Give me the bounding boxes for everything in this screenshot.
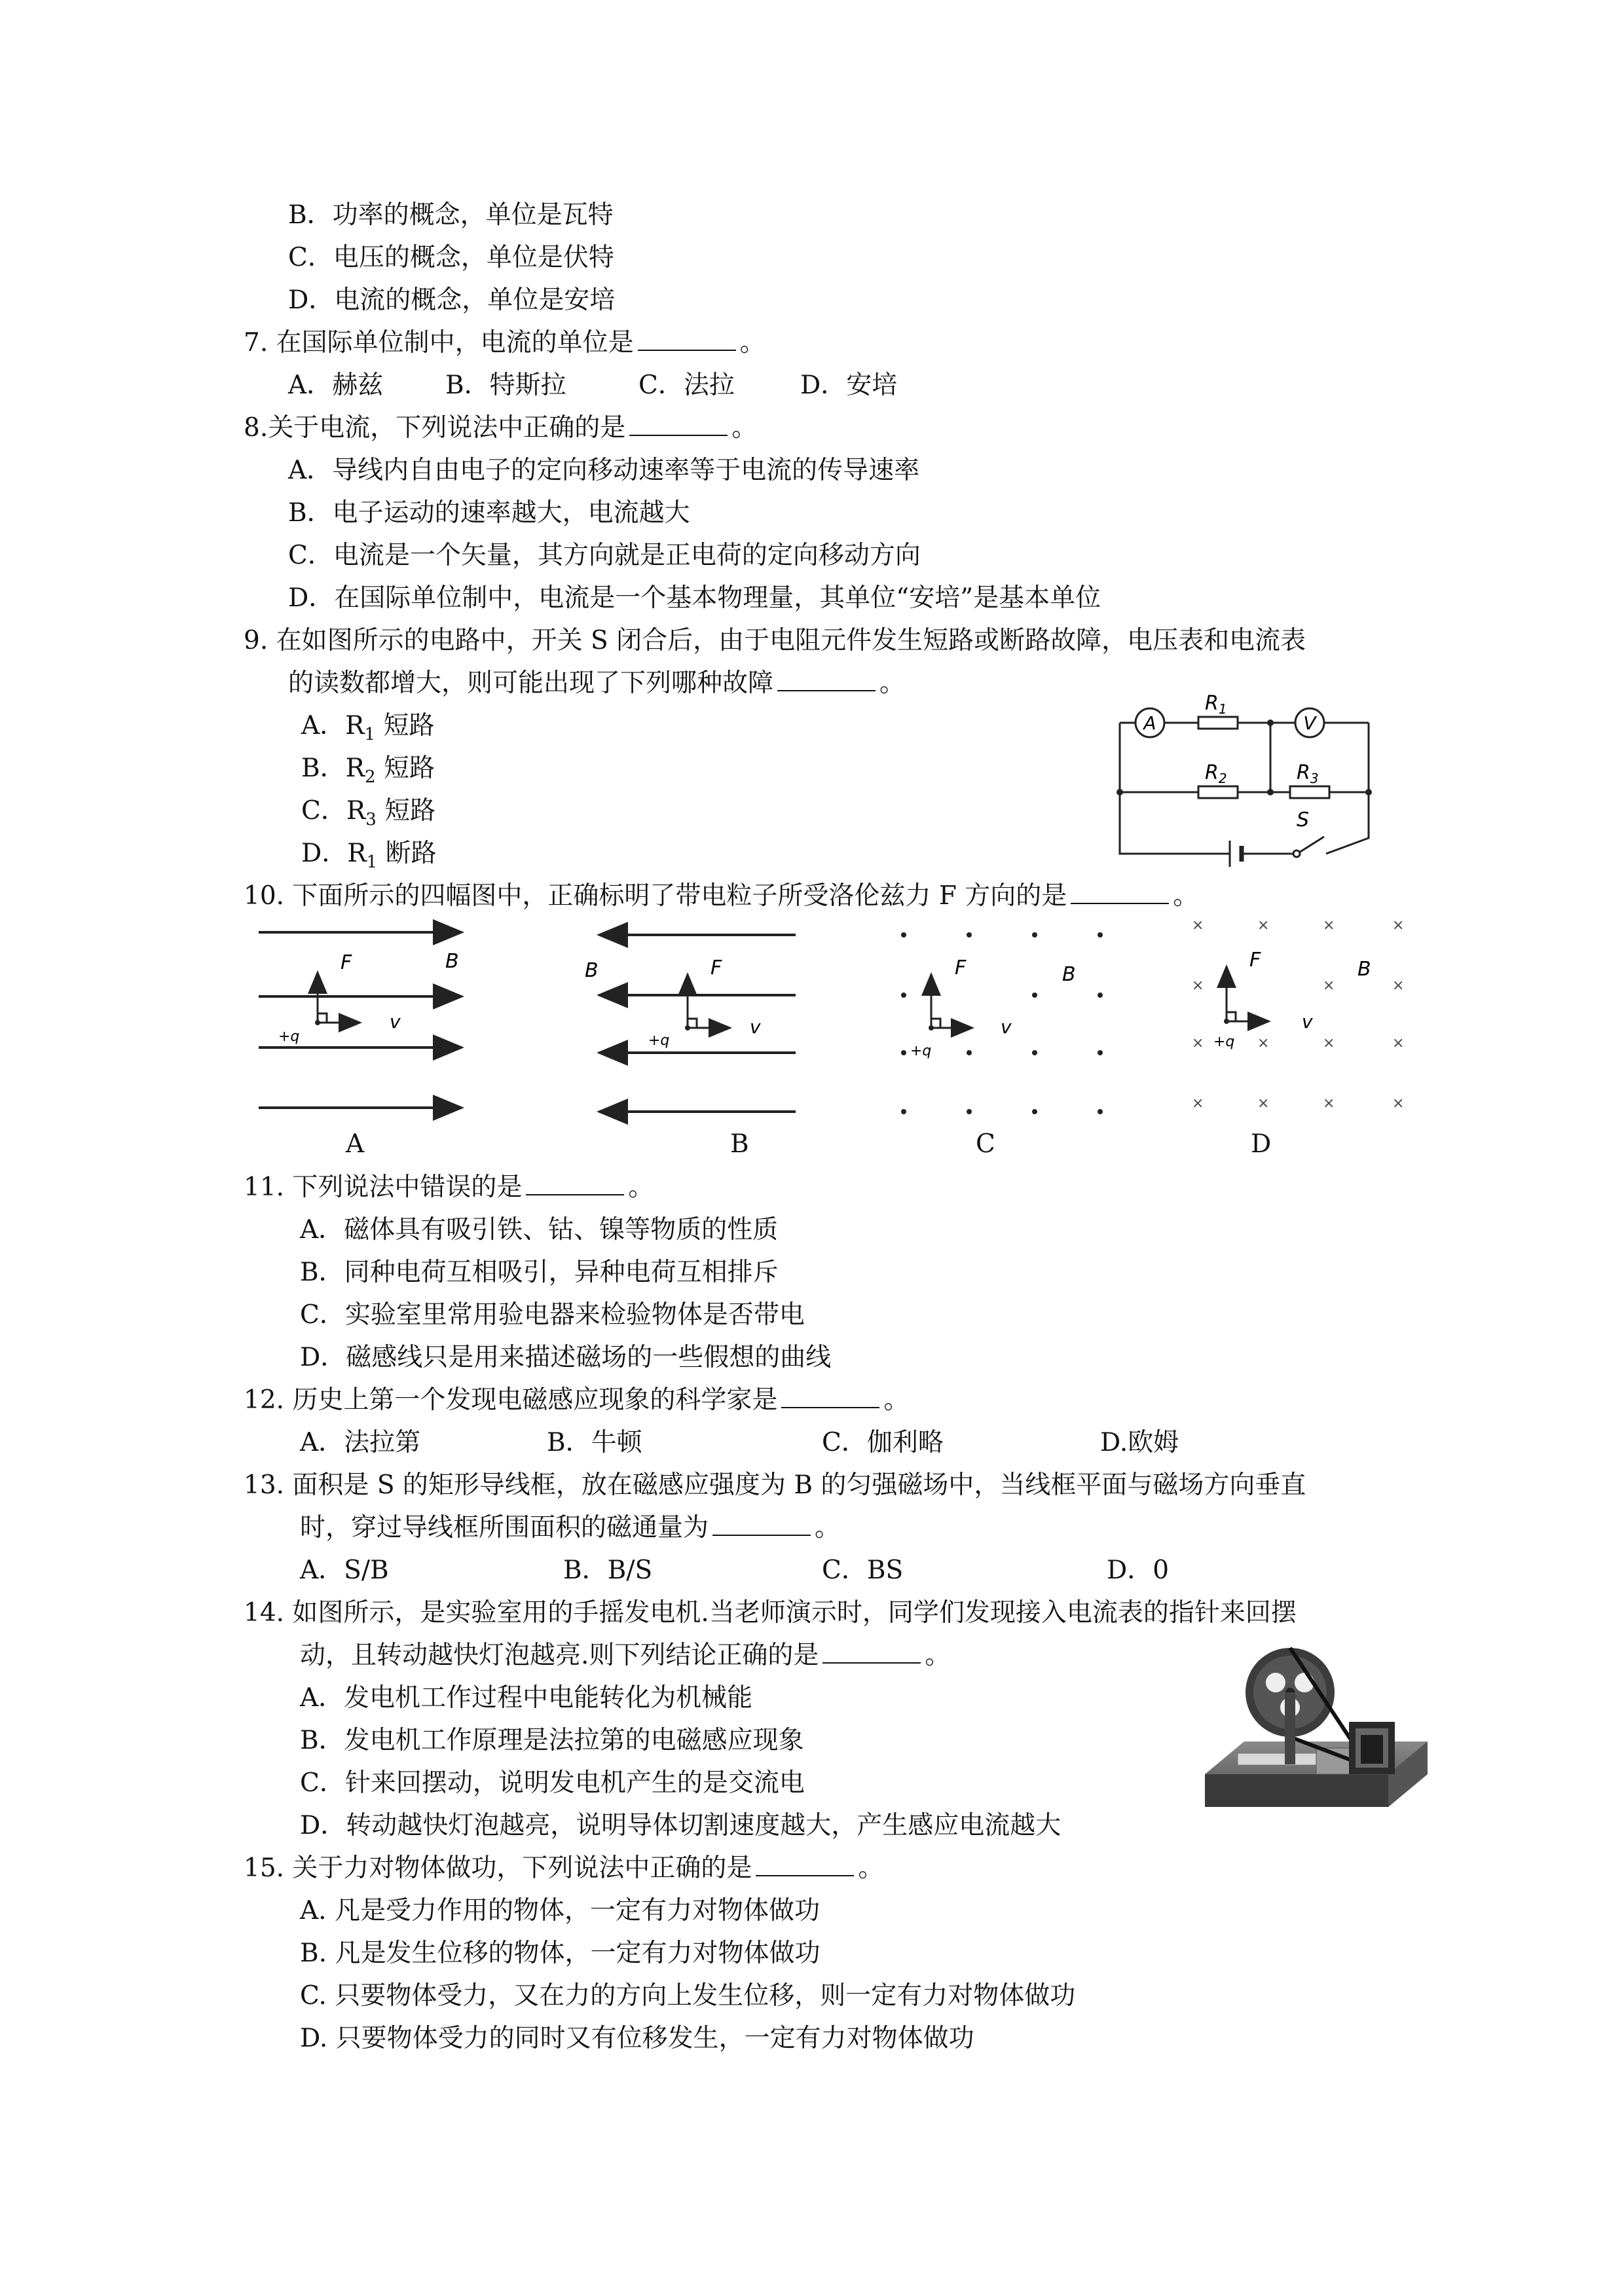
q6-option-b: B．功率的概念，单位是瓦特 (288, 200, 614, 230)
svg-text:×: × (1192, 1035, 1204, 1051)
velocity-label: v (390, 1011, 401, 1032)
q14-option-c: C．针来回摆动，说明发电机产生的是交流电 (300, 1768, 805, 1798)
q14-option-d: D．转动越快灯泡越亮，说明导体切割速度越大，产生感应电流越大 (300, 1811, 1061, 1840)
answer-blank (629, 412, 728, 436)
field-label: B (1062, 963, 1076, 986)
q15-option-a: A. 凡是受力作用的物体，一定有力对物体做功 (300, 1896, 820, 1925)
r3-label: $R_3$ (1297, 761, 1319, 786)
q12-option-c: C．伽利略 (822, 1428, 944, 1457)
resistor-r1 (1198, 717, 1238, 729)
junction-dot (1365, 789, 1372, 795)
q14-stem-text: 动，且转动越快灯泡越亮.则下列结论正确的是 (300, 1641, 819, 1670)
svg-text:×: × (1392, 1095, 1405, 1112)
q13-stem-line1: 13. 面积是 S 的矩形导线框，放在磁感应强度为 B 的匀强磁场中，当线框平面与磁场方向垂直 (244, 1470, 1306, 1500)
q8-stem-text: 8.关于电流，下列说法中正确的是 (244, 413, 626, 443)
charge-label: +q (910, 1043, 932, 1059)
q14-option-b: B．发电机工作原理是法拉第的电磁感应现象 (300, 1726, 804, 1755)
q13-option-c: C．BS (822, 1556, 904, 1585)
answer-blank (756, 1853, 854, 1876)
q14-stem-line2 (300, 1640, 950, 1671)
velocity-label: v (1001, 1016, 1012, 1038)
q8-option-d: D．在国际单位制中，电流是一个基本物理量，其单位“安培”是基本单位 (288, 583, 1101, 613)
q10-stem-text: 10. 下面所示的四幅图中，正确标明了带电粒子所受洛伦兹力 F 方向的是 (244, 881, 1067, 911)
q15-stem-end: 。 (858, 1853, 884, 1883)
q7-stem-text: 7. 在国际单位制中，电流的单位是 (244, 328, 634, 357)
q7-stem-end: 。 (739, 328, 766, 357)
q13-stem-line2 (300, 1512, 840, 1544)
force-label: F (1249, 949, 1261, 972)
charge-label: +q (1213, 1034, 1235, 1050)
field-crosses (1192, 917, 1404, 1112)
ammeter-label: A (1143, 712, 1156, 734)
q8-option-c: C．电流是一个矢量，其方向就是正电荷的定向移动方向 (288, 541, 921, 570)
figure-b (580, 917, 802, 1133)
q15-option-b: B. 凡是发生位移的物体，一定有力对物体做功 (300, 1939, 821, 1968)
r1-label: $R_1$ (1205, 692, 1227, 717)
svg-text:×: × (1323, 977, 1335, 994)
junction-dot (1116, 789, 1123, 795)
svg-text:×: × (1257, 1095, 1270, 1112)
svg-text:×: × (1192, 1095, 1204, 1112)
q13-option-b: B．B/S (563, 1556, 653, 1585)
resistor-r2 (1198, 786, 1238, 798)
q12-stem-end: 。 (883, 1385, 910, 1415)
answer-blank (777, 668, 876, 691)
q9-option-c: C．$R_3$ 短路 (301, 796, 436, 829)
q7-stem (244, 327, 766, 359)
q13-option-a: A．S/B (300, 1556, 389, 1585)
q7-option-c: C．法拉 (638, 371, 735, 400)
figure-label-c: C (976, 1129, 995, 1159)
q8-option-a: A．导线内自由电子的定向移动速率等于电流的传导速率 (288, 456, 920, 485)
q11-stem-end: 。 (628, 1173, 654, 1202)
q11-stem-text: 11. 下列说法中错误的是 (244, 1173, 523, 1202)
switch-lever (1299, 837, 1324, 852)
field-label: B (445, 950, 459, 973)
figure-d (1184, 917, 1433, 1133)
q15-stem (244, 1853, 883, 1884)
q9-stem-line2 (288, 668, 905, 699)
q13-stem-end: 。 (815, 1513, 841, 1542)
svg-text:×: × (1323, 917, 1335, 934)
hand-crank-generator-image (1198, 1643, 1434, 1833)
svg-text:×: × (1392, 977, 1405, 994)
figure-a (252, 917, 475, 1133)
switch-icon (1293, 850, 1300, 857)
q15-option-d: D. 只要物体受力的同时又有位移发生，一定有力对物体做功 (300, 2024, 974, 2053)
q15-option-c: C. 只要物体受力，又在力的方向上发生位移，则一定有力对物体做功 (300, 1981, 1076, 2011)
q14-stem-end: 。 (925, 1641, 951, 1670)
q9-stem-text: 的读数都增大，则可能出现了下列哪种故障 (288, 668, 774, 698)
q12-option-a: A．法拉第 (300, 1428, 421, 1457)
switch-label: S (1297, 809, 1310, 831)
q10-stem (244, 881, 1198, 912)
field-label: B (1357, 958, 1371, 981)
svg-text:×: × (1392, 1035, 1405, 1051)
force-label: F (710, 957, 722, 979)
q9-option-d: D．$R_1$ 断路 (301, 839, 437, 872)
q9-stem-line1: 9. 在如图所示的电路中，开关 S 闭合后，由于电阻元件发生短路或断路故障，电压表和电流表 (244, 626, 1306, 655)
answer-blank (822, 1640, 921, 1664)
q11-option-b: B．同种电荷互相吸引，异种电荷互相排斥 (300, 1258, 779, 1287)
answer-blank (526, 1172, 624, 1195)
q11-option-a: A．磁体具有吸引铁、钴、镍等物质的性质 (300, 1215, 779, 1245)
q7-option-b: B．特斯拉 (445, 371, 566, 400)
force-label: F (955, 957, 967, 979)
q9-option-b: B．$R_2$ 短路 (301, 754, 435, 787)
svg-text:×: × (1257, 1035, 1270, 1051)
q6-option-d: D．电流的概念，单位是安培 (288, 285, 616, 315)
svg-text:×: × (1323, 1095, 1335, 1112)
q9-option-a: A．$R_1$ 短路 (301, 711, 435, 744)
junction-dot (1267, 720, 1274, 726)
resistor-r3 (1290, 786, 1329, 798)
svg-text:×: × (1192, 917, 1204, 934)
circuit-diagram (1113, 687, 1375, 871)
answer-blank (638, 327, 736, 351)
q7-option-a: A．赫兹 (288, 371, 384, 400)
q15-stem-text: 15. 关于力对物体做功，下列说法中正确的是 (244, 1853, 752, 1883)
figure-label-a: A (346, 1129, 365, 1159)
velocity-label: v (1302, 1011, 1313, 1032)
svg-text:×: × (1257, 917, 1270, 934)
q11-option-d: D．磁感线只是用来描述磁场的一些假想的曲线 (300, 1343, 832, 1372)
svg-text:×: × (1192, 977, 1204, 994)
q12-option-b: B．牛顿 (547, 1428, 642, 1457)
q8-stem-end: 。 (731, 413, 758, 443)
answer-blank (1071, 881, 1169, 904)
svg-text:×: × (1392, 917, 1405, 934)
answer-blank (781, 1385, 879, 1408)
field-label: B (585, 959, 599, 982)
q12-stem (244, 1385, 909, 1416)
q8-stem (244, 412, 757, 444)
figure-label-d: D (1251, 1129, 1272, 1159)
figure-label-b: B (730, 1129, 749, 1159)
velocity-label: v (750, 1016, 761, 1038)
q11-option-c: C．实验室里常用验电器来检验物体是否带电 (300, 1300, 805, 1330)
force-label: F (341, 951, 352, 974)
q12-option-d: D.欧姆 (1100, 1428, 1179, 1457)
r2-label: $R_2$ (1205, 761, 1227, 786)
q14-option-a: A．发电机工作过程中电能转化为机械能 (300, 1683, 753, 1713)
q14-stem-line1: 14. 如图所示，是实验室用的手摇发电机.当老师演示时，同学们发现接入电流表的指针来回摆 (244, 1598, 1297, 1628)
figure-c (891, 917, 1139, 1133)
q10-stem-end: 。 (1173, 881, 1199, 911)
q13-option-d: D．0 (1107, 1556, 1170, 1585)
q12-stem-text: 12. 历史上第一个发现电磁感应现象的科学家是 (244, 1385, 778, 1415)
q6-option-c: C．电压的概念，单位是伏特 (288, 243, 614, 272)
q8-option-b: B．电子运动的速率越大，电流越大 (288, 498, 690, 528)
junction-dot (1267, 789, 1274, 795)
answer-blank (712, 1512, 811, 1536)
svg-text:×: × (1323, 1035, 1335, 1051)
q7-option-d: D．安培 (800, 371, 898, 400)
q9-stem-end: 。 (879, 668, 906, 698)
q13-stem-text: 时，穿过导线框所围面积的磁通量为 (300, 1513, 709, 1542)
charge-label: +q (648, 1032, 670, 1049)
voltmeter-label: V (1303, 712, 1316, 734)
charge-label: +q (278, 1029, 300, 1045)
q11-stem (244, 1172, 654, 1203)
